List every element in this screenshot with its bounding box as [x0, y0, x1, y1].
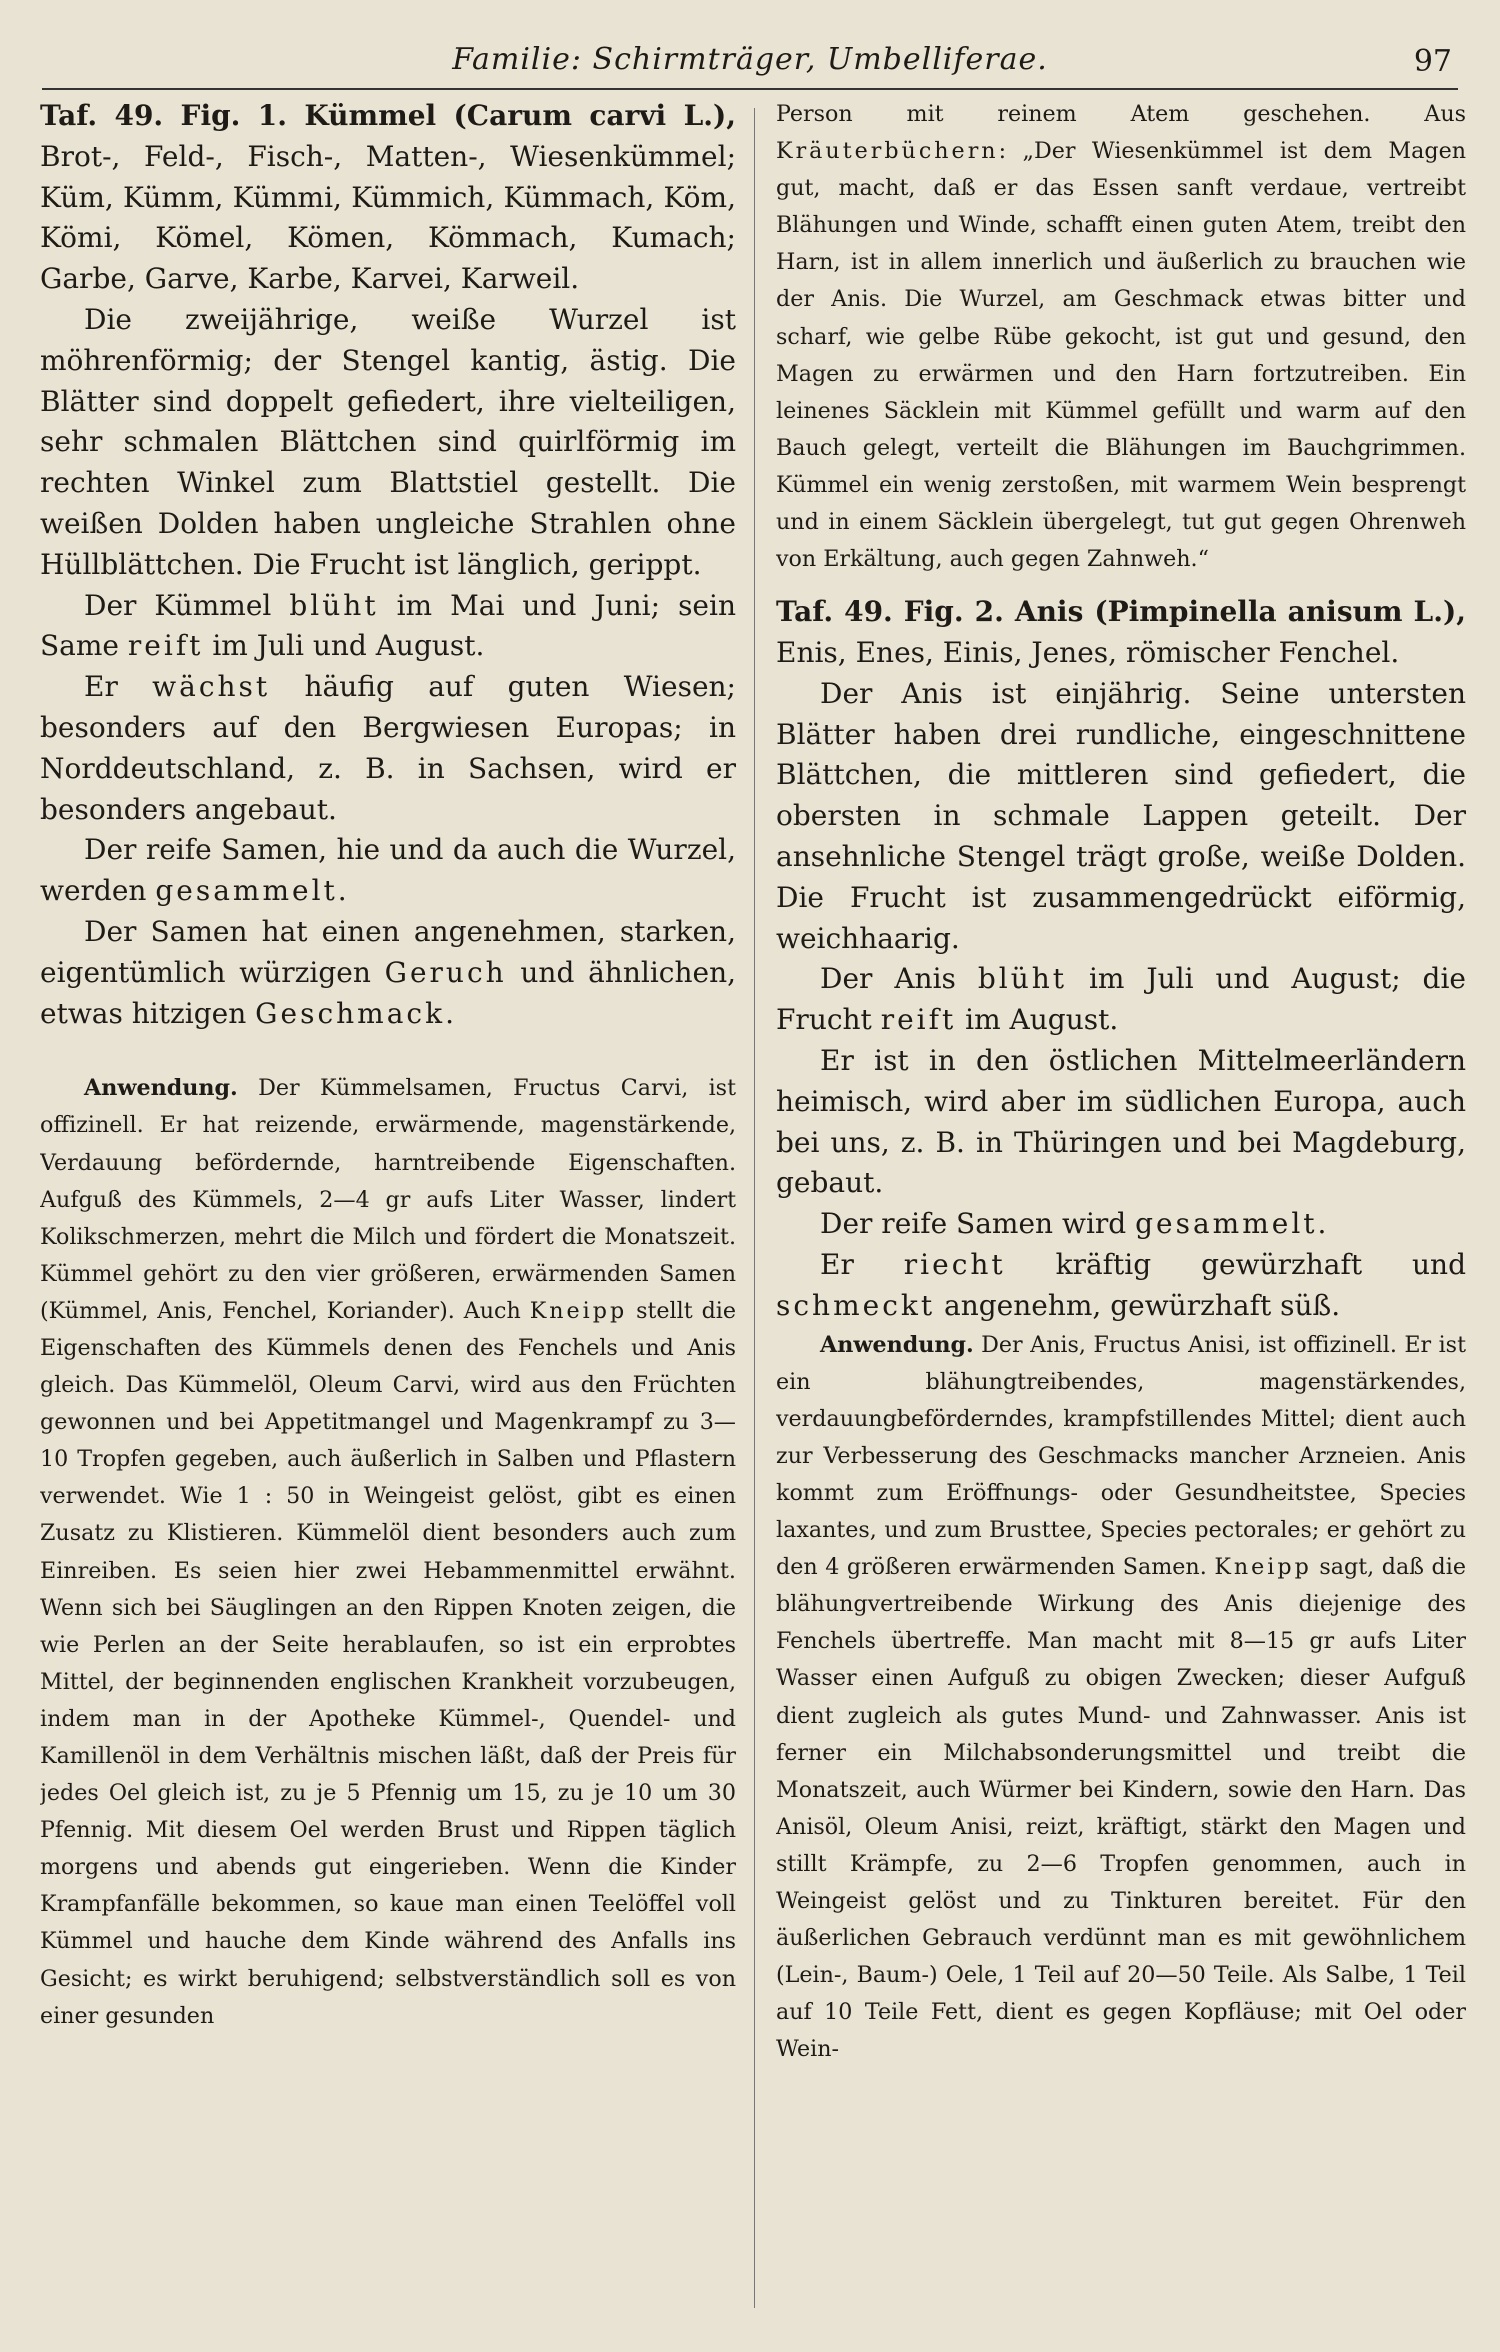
spaced-word: Geruch: [384, 955, 507, 989]
text-run: .: [337, 874, 347, 908]
spaced-word: Kneipp: [529, 1297, 628, 1324]
entry-synonyms: Enis, Enes, Einis, Jenes, römischer Fenchel.: [776, 636, 1400, 670]
entry-synonyms: Brot-, Feld-, Fisch-, Matten-, Wiesenkümmel; Küm, Kümm, Kümmi, Kümmich, Kümmach, Köm, Kömi, Kömel, Kömen, Kömmach, Kumach; Garbe, Garve, Karbe, Karvei, Karweil.: [40, 139, 736, 296]
text-run: Der Anis, Fructus Anisi, ist offizinell. Er ist ein blähungtreibendes, magenstärkendes, verdauungbeförderndes, krampfstillendes Mittel; dient auch zur Verbesserung des Geschmacks mancher Arzneien. Anis kommt zum Eröffnungs- oder Gesundheitstee, Species laxantes, und zum Brusttee, Species pectorales; er gehört zu den 4 größeren erwärmenden Samen.: [776, 1331, 1466, 1581]
habitat-paragraph: Er ist in den östlichen Mittelmeerländern heimisch, wird aber im südlichen Europa, auch bei uns, z. B. in Thüringen und bei Magdeburg, gebaut.: [776, 1043, 1466, 1200]
entry-heading-kuemmel: [40, 96, 736, 300]
usage-label: Anwendung.: [84, 1075, 238, 1102]
entry-heading-anis: [776, 592, 1466, 674]
text-run: im Juli und August.: [203, 629, 485, 663]
text-run: .: [445, 996, 454, 1030]
spaced-word: riecht: [903, 1247, 1006, 1281]
spaced-word: blüht: [289, 588, 379, 622]
spaced-word: Kräuterbüchern: [776, 138, 999, 165]
text-run: kräftig gewürzhaft und: [1005, 1247, 1466, 1281]
text-run: im Juli und August; die Frucht: [776, 962, 1466, 1037]
description-paragraph: Die zweijährige, weiße Wurzel ist möhrenförmig; der Stengel kantig, ästig. Die Blätter sind doppelt gefiedert, ihre vielteiligen, sehr schmalen Blättchen sind quirlförmig im rechten Winkel zum Blattstiel gestellt. Die weißen Dolden haben ungleiche Strahlen ohne Hüllblättchen. Die Frucht ist länglich, gerippt.: [40, 302, 736, 581]
spaced-word: gesammelt: [1135, 1207, 1318, 1241]
continuation-paragraph: [776, 96, 1466, 578]
entry-title: Taf. 49. Fig. 1. Kümmel (Carum carvi L.),: [40, 99, 736, 132]
usage-paragraph: [40, 1070, 736, 2034]
text-run: stellt die Eigenschaften des Kümmels denen des Fenchels und Anis gleich. Das Kümmelöl, Oleum Carvi, wird aus den Früchten gewonnen und bei Appetitmangel und Magenkrampf zu 3—10 Tropfen gegeben, auch äußerlich in Salben und Pflastern verwendet. Wie 1 : 50 in Weingeist gelöst, gibt es einen Zusatz zu Klistieren. Kümmelöl dient besonders auch zum Einreiben. Es seien hier zwei Hebammenmittel erwähnt. Wenn sich bei Säuglingen an den Rippen Knoten zeigen, die wie Perlen an der Seite herablaufen, so ist ein erprobtes Mittel, der beginnenden englischen Krankheit vorzubeugen, indem man in der Apotheke Kümmel-, Quendel- und Kamillenöl in dem Verhältnis mischen läßt, daß der Preis für jedes Oel gleich ist, zu je 5 Pfennig um 15, zu je 10 um 30 Pfennig. Mit diesem Oel werden Brust und Rippen täglich morgens und abends gut eingerieben. Wenn die Kinder Krampfanfälle bekommen, so kaue man einen Teelöffel voll Kümmel und hauche dem Kinde während des Anfalls ins Gesicht; es wirkt beruhigend; selbstverständlich soll es von einer gesunden: [40, 1297, 736, 2029]
bloom-paragraph: [40, 586, 736, 668]
description-paragraph: Der Anis ist einjährig. Seine untersten Blätter haben drei rundliche, eingeschnittene Blättchen, die mittleren sind gefiedert, die obersten in schmale Lappen geteilt. Der ansehnliche Stengel trägt große, weiße Dolden. Die Frucht ist zusammengedrückt eiförmig, weichhaarig.: [776, 676, 1466, 955]
right-column: [776, 96, 1466, 2326]
text-run: und ähnlichen, etwas hitzigen: [40, 955, 736, 1030]
text-run: Person mit reinem Atem geschehen. Aus: [776, 101, 1466, 127]
text-run: : „Der Wiesenkümmel ist dem Magen gut, macht, daß er das Essen sanft verdaue, vertreibt Blähungen und Winde, schafft einen guten Atem, treibt den Harn, ist in allem innerlich und äußerlich zu brauchen wie der Anis. Die Wurzel, am Geschmack etwas bitter und scharf, wie gelbe Rübe gekocht, ist gut und gesund, den Magen zu erwärmen und den Harn fortzutreiben. Ein leinenes Säcklein mit Kümmel gefüllt und warm auf den Bauch gelegt, verteilt die Blähungen im Bauchgrimmen. Kümmel ein wenig zerstoßen, mit warmem Wein besprengt und in einem Säcklein übergelegt, tut gut gegen Ohrenweh von Erkältung, auch gegen Zahnweh.“: [776, 138, 1466, 573]
spaced-word: blüht: [977, 962, 1068, 996]
bloom-paragraph: [776, 959, 1466, 1041]
page-header: [42, 36, 1458, 90]
spaced-word: wächst: [152, 670, 271, 704]
text-run: sagt, daß die blähungvertreibende Wirkung des Anis diejenige des Fenchels übertreffe. Man macht mit 8—15 gr aufs Liter Wasser einen Aufguß zu obigen Zwecken; dieser Aufguß dient zugleich als gutes Mund- und Zahnwasser. Anis ist ferner ein Milchabsonderungsmittel und treibt die Monatszeit, auch Würmer bei Kindern, sowie den Harn. Das Anisöl, Oleum Anisi, reizt, kräftigt, stärkt den Magen und stillt Krämpfe, zu 2—6 Tropfen genommen, auch in Weingeist gelöst und zu Tinkturen bereitet. Für den äußerlichen Gebrauch verdünnt man es mit gewöhnlichem (Lein-, Baum-) Oele, 1 Teil auf 20—50 Teile. Als Salbe, 1 Teil auf 10 Teile Fett, dient es gegen Kopfläuse; mit Oel oder Wein-: [776, 1554, 1466, 2063]
text-run: Der Kümmel: [84, 588, 290, 622]
spaced-word: schmeckt: [776, 1288, 936, 1322]
running-title: Familie: Schirmträger, Umbelliferae.: [452, 42, 1048, 77]
text-run: im August.: [956, 1003, 1119, 1037]
left-column: [40, 96, 736, 2326]
usage-label: Anwendung.: [820, 1331, 974, 1358]
spaced-word: gesammelt: [155, 874, 338, 908]
spaced-word: Geschmack: [255, 996, 446, 1030]
usage-paragraph: [776, 1327, 1466, 2069]
collection-paragraph: [40, 830, 736, 912]
column-divider: [754, 108, 755, 2308]
page-number: 97: [1413, 44, 1452, 79]
spaced-word: Kneipp: [1214, 1554, 1312, 1581]
text-run: häufig auf guten Wiesen; besonders auf den Bergwiesen Europas; in Norddeutschland, z. B. in Sachsen, wird er besonders angebaut.: [40, 670, 736, 826]
text-run: Der Samen hat einen angenehmen, starken, eigentümlich würzigen: [40, 914, 736, 989]
text-run: Der Kümmelsamen, Fructus Carvi, ist offizinell. Er hat reizende, erwärmende, magenstärkende, Verdauung befördernde, harntreibende Eigenschaften. Aufguß des Kümmels, 2—4 gr aufs Liter Wasser, lindert Kolikschmerzen, mehrt die Milch und fördert die Monatszeit. Kümmel gehört zu den vier größeren, erwärmenden Samen (Kümmel, Anis, Fenchel, Koriander). Auch: [40, 1075, 736, 1324]
text-run: im Mai und Juni; sein Same: [40, 588, 736, 663]
text-run: Der Anis: [820, 962, 978, 996]
text-run: Er: [820, 1247, 904, 1281]
smell-paragraph: [40, 912, 736, 1034]
smell-paragraph: [776, 1245, 1466, 1327]
entry-title: Taf. 49. Fig. 2. Anis (Pimpinella anisum L.),: [776, 595, 1466, 629]
habitat-paragraph: [40, 667, 736, 830]
text-run: Der reife Samen, hie und da auch die Wurzel, werden: [40, 833, 736, 908]
spaced-word: reift: [127, 629, 204, 663]
text-run: Der reife Samen wird: [820, 1207, 1136, 1241]
spacer: [40, 1034, 736, 1070]
collection-paragraph: [776, 1204, 1466, 1245]
text-run: Er: [84, 670, 153, 704]
text-run: angenehm, gewürzhaft süß.: [935, 1288, 1341, 1322]
text-run: .: [1317, 1207, 1327, 1241]
spaced-word: reift: [880, 1003, 957, 1037]
spacer: [776, 578, 1466, 592]
